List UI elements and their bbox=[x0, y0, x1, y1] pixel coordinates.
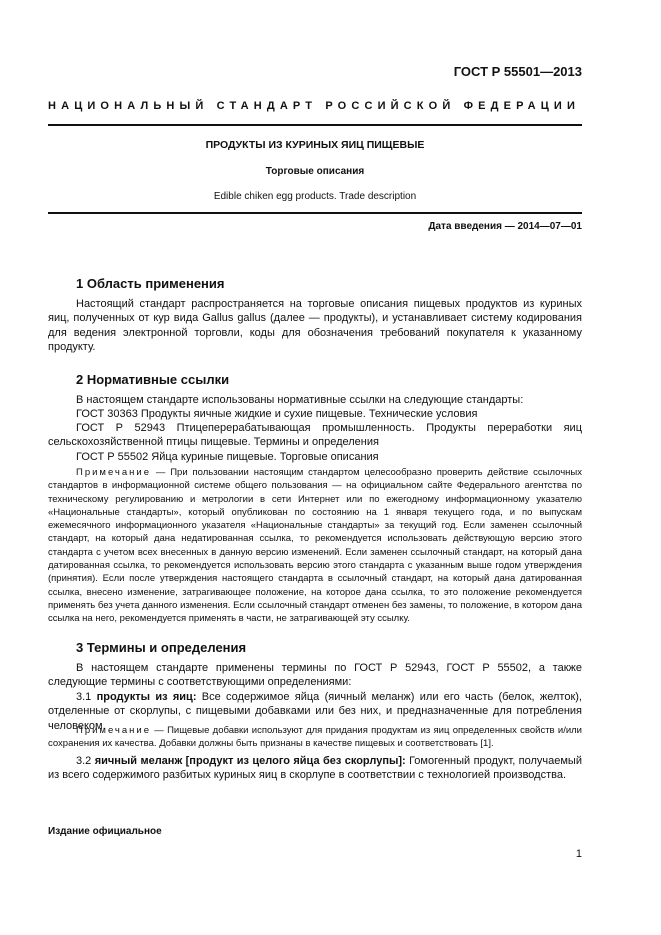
page-number: 1 bbox=[575, 848, 582, 860]
term-3-2-name: яичный меланж [продукт из целого яйца без скорлупы]: bbox=[94, 755, 406, 767]
section-3-note bbox=[48, 724, 582, 751]
national-standard-banner: НАЦИОНАЛЬНЫЙ СТАНДАРТ РОССИЙСКОЙ ФЕДЕРАЦИИ bbox=[48, 100, 581, 112]
official-edition-label: Издание официальное bbox=[48, 826, 162, 837]
title-top-rule bbox=[48, 124, 582, 126]
document-title: ПРОДУКТЫ ИЗ КУРИНЫХ ЯИЦ ПИЩЕВЫЕ bbox=[205, 139, 425, 151]
note-text: — При пользовании настоящим стандартом целесообразно проверить действие ссылочных стандартов в информационной системе общего пользования — на официальном сайте Федерального агентства по техническому регулированию и метрологии в сети Интернет или по ежегодному информационному указателю «Национальные стандарты», который опубликован по состоянию на 1 января текущего года, и по выпускам ежемесячного информационного указателя «Национальные стандарты» за текущий год. Если заменен ссылочный стандарт, на который дана недатированная ссылка, то рекомендуется использовать действующую версию этого стандарта с учетом всех внесенных в данную версию изменений. Если заменен ссылочный стандарт, на который дана датированная ссылка, то рекомендуется использовать версию этого стандарта с указанным выше годом утверждения (принятия). Если после утверждения настоящего стандарта в ссылочный стандарт, на который дана датированная ссылка, внесено изменение, затрагивающее положение, на которое дана ссылка, то это положение рекомендуется применять без учета данного изменения. Если ссылочный стандарт отменен без замены, то положение, в котором дана ссылка на него, рекомендуется применять в части, не затрагивающей эту ссылку. bbox=[48, 467, 582, 625]
section-3-heading: 3 Термины и определения bbox=[76, 640, 247, 655]
section-1-heading: 1 Область применения bbox=[76, 276, 225, 291]
section-2-intro: В настоящем стандарте использованы нормативные ссылки на следующие стандарты: bbox=[76, 394, 524, 406]
section-1-paragraph: Настоящий стандарт распространяется на торговые описания пищевых продуктов из куриных яиц, полученных от кур вида Gallus gallus (далее — продукты), и устанавливает систему кодирования для ведения электронной торговли, коды для обозначения требований покупателя к указанному продукту. bbox=[48, 298, 582, 354]
section-2-note bbox=[48, 466, 582, 626]
note-label: Примечание bbox=[76, 725, 151, 736]
title-bottom-rule bbox=[48, 212, 582, 214]
reference-gost-30363: ГОСТ 30363 Продукты яичные жидкие и сухие пищевые. Технические условия bbox=[76, 408, 478, 420]
section-2-heading: 2 Нормативные ссылки bbox=[76, 372, 230, 387]
document-subtitle: Торговые описания bbox=[265, 166, 365, 177]
term-3-1-definition: Все содержимое яйца (яичный меланж) или его часть (белок, желток), отделенные от скорлупы, с пищевыми добавками или без них, и предназначенные для потребления человеком. bbox=[48, 691, 582, 732]
reference-gost-r-55502: ГОСТ Р 55502 Яйца куриные пищевые. Торговые описания bbox=[76, 451, 379, 463]
introduction-date: Дата введения — 2014—07—01 bbox=[428, 221, 582, 232]
term-3-2-number: 3.2 bbox=[76, 755, 95, 767]
term-3-1-name: продукты из яиц: bbox=[96, 691, 197, 703]
note-label: Примечание bbox=[76, 467, 151, 478]
term-3-2 bbox=[48, 754, 582, 783]
standard-code: ГОСТ Р 55501—2013 bbox=[453, 64, 582, 79]
term-3-1-number: 3.1 bbox=[76, 691, 97, 703]
section-3-intro: В настоящем стандарте применены термины по ГОСТ Р 52943, ГОСТ Р 55502, а также следующие термины с соответствующими определениями: bbox=[48, 662, 582, 689]
english-title: Edible chiken egg products. Trade description bbox=[213, 191, 417, 202]
note-text: — Пищевые добавки используют для придания продуктам из яиц определенных свойств и/или сохранения их качества. Добавки должны быть признаны в качестве пищевых и соответствовать [1]. bbox=[48, 725, 582, 750]
term-3-2-definition: Гомогенный продукт, получаемый из всего содержимого разбитых куриных яиц в скорлупе в соответствии с технологией производства. bbox=[48, 755, 582, 782]
reference-gost-r-52943: ГОСТ Р 52943 Птицеперерабатывающая промышленность. Продукты переработки яиц сельскохозяйственной птицы пищевые. Термины и определения bbox=[48, 422, 582, 449]
